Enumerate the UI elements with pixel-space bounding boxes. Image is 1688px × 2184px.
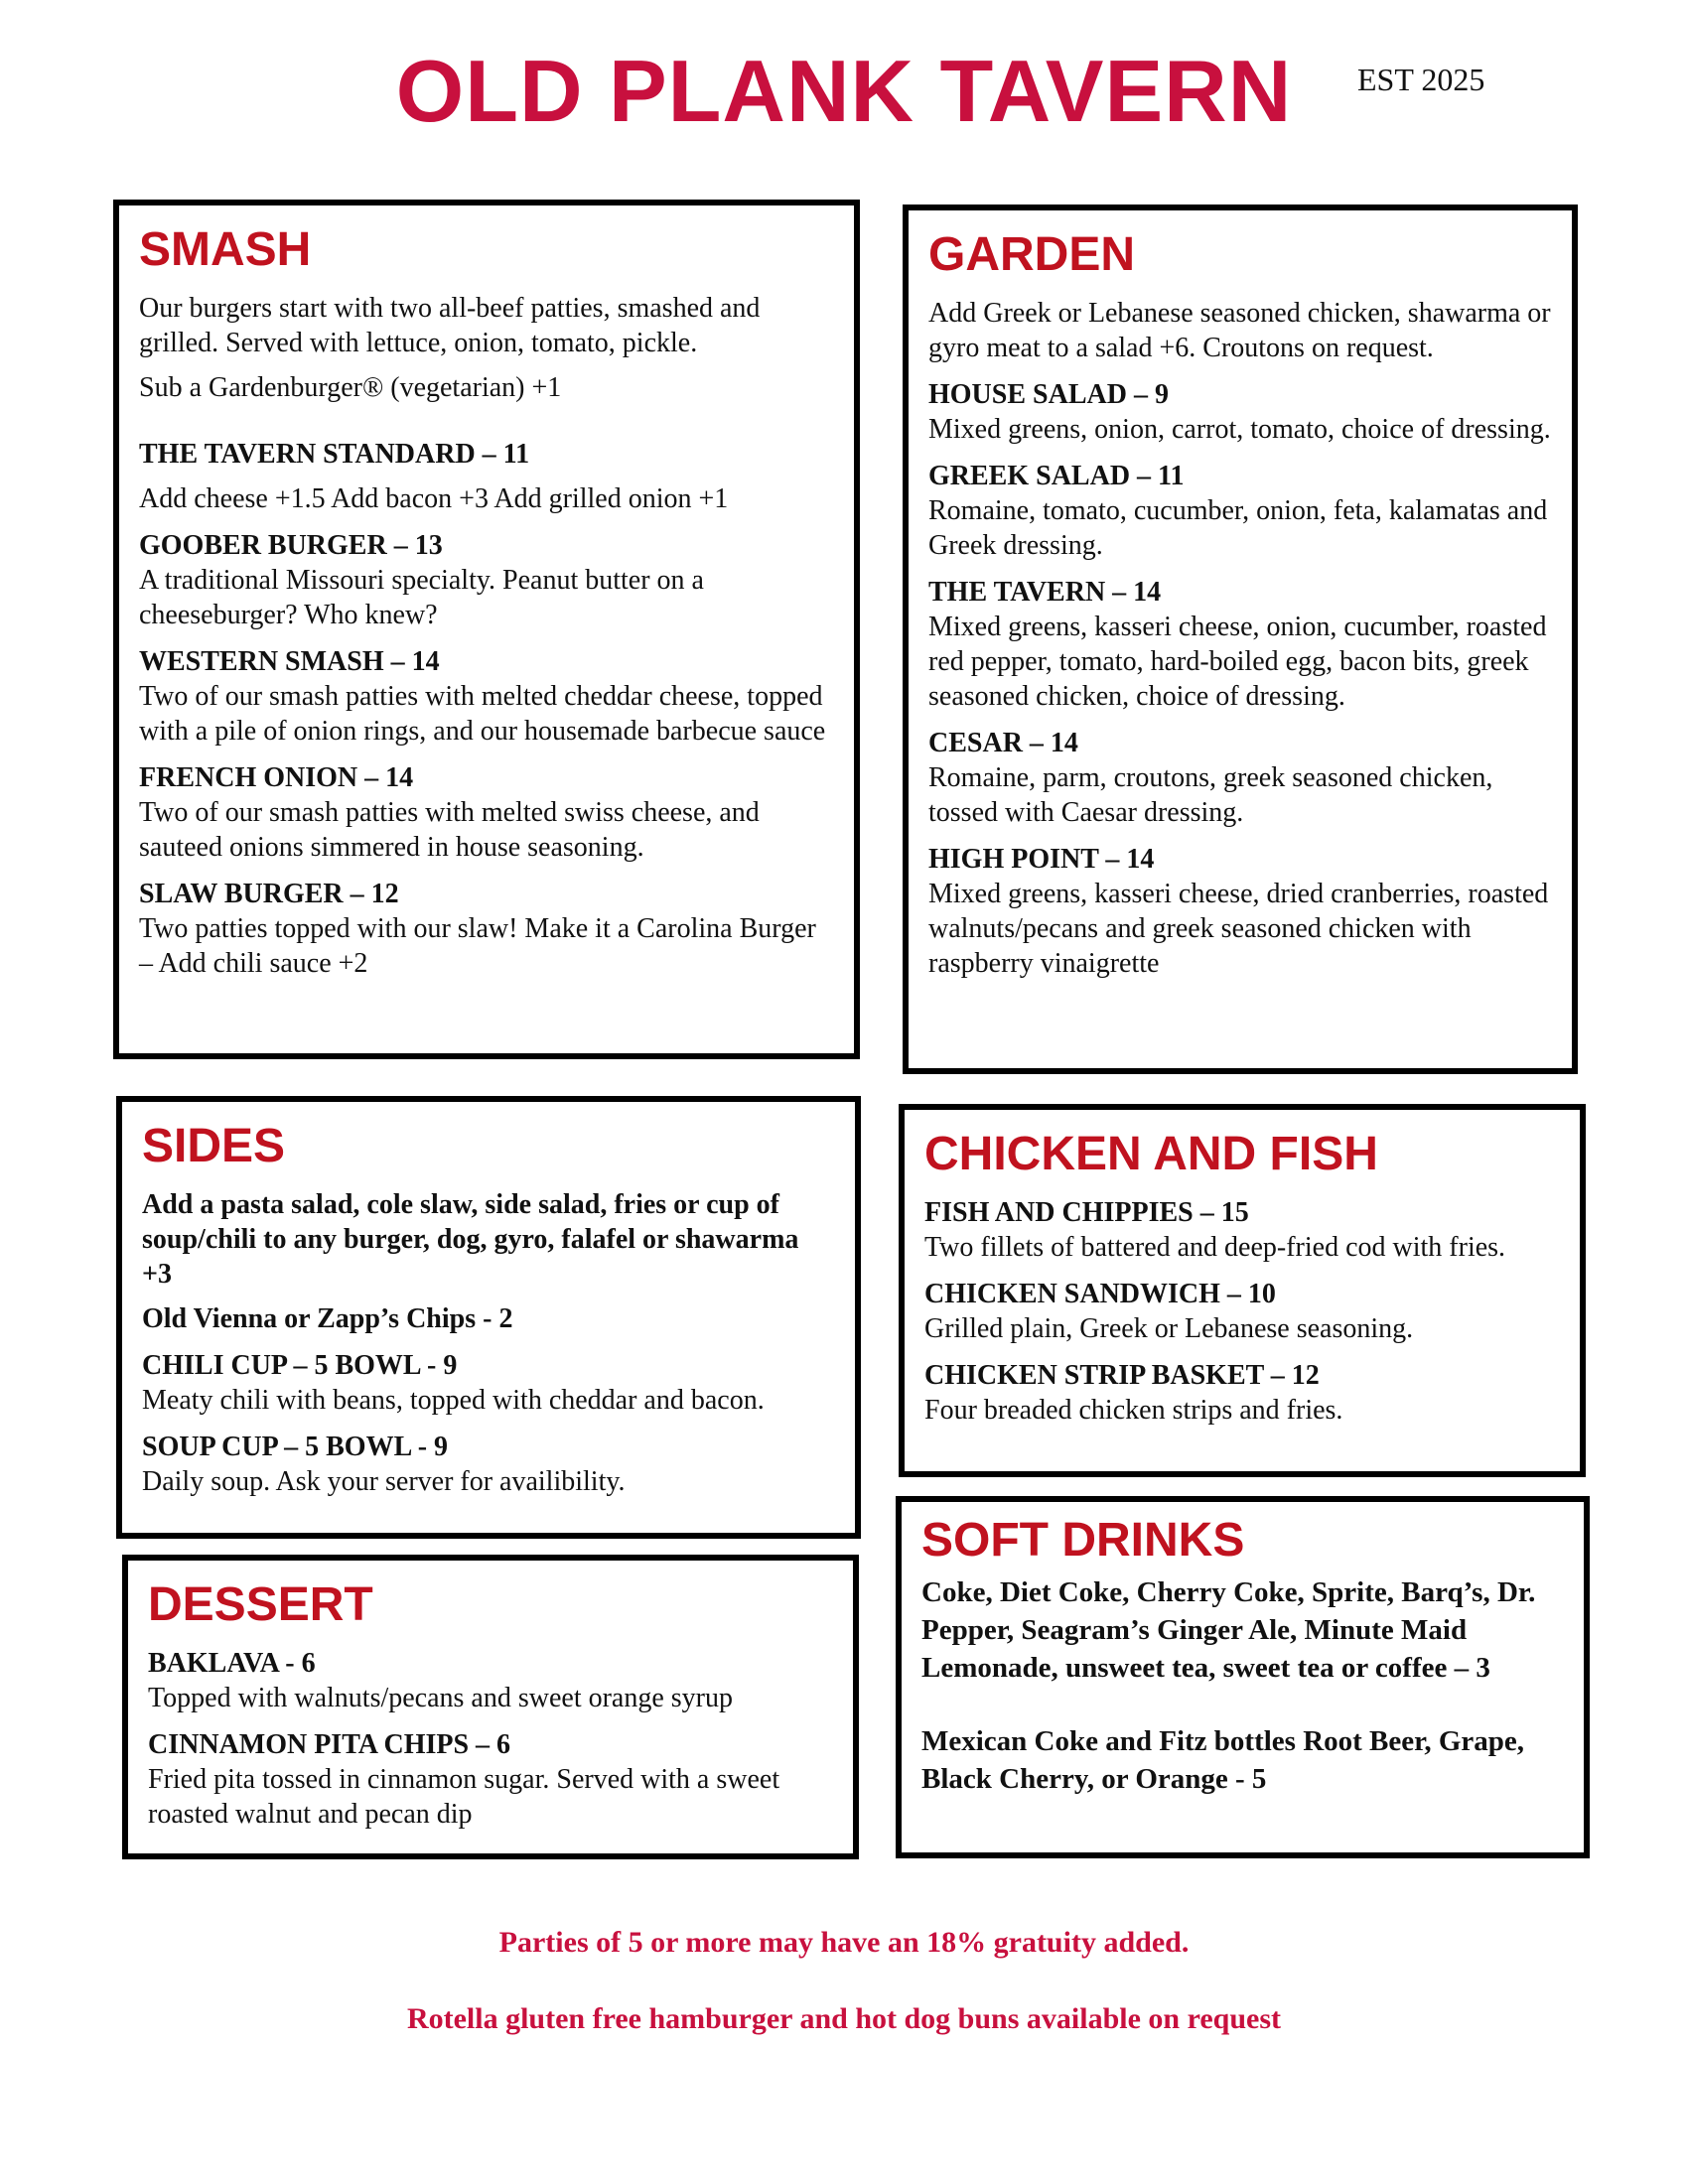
soft-drinks-list: Coke, Diet Coke, Cherry Coke, Sprite, Barq’s, Dr. Pepper, Seagram’s Ginger Ale, Minute Maid Lemonade, unsweet tea, sweet tea or coffee – 3 bbox=[921, 1576, 1536, 1685]
section-heading-smash: SMASH bbox=[139, 223, 312, 276]
gluten-free-note: Rotella gluten free hamburger and hot dog buns available on request bbox=[406, 2002, 1282, 2035]
sides-intro: Add a pasta salad, cole slaw, side salad, fries or cup of soup/chili to any burger, dog, gyro, falafel or shawarma +3 bbox=[142, 1189, 799, 1291]
section-heading-dessert: DESSERT bbox=[148, 1578, 373, 1631]
chicken-fish-section bbox=[899, 1104, 1586, 1477]
menu-item-name: CINNAMON PITA CHIPS – 6 bbox=[148, 1729, 511, 1761]
menu-item-name: CHILI CUP – 5 BOWL - 9 bbox=[142, 1350, 458, 1382]
garden-intro: Add Greek or Lebanese seasoned chicken, shawarma or gyro meat to a salad +6. Croutons on request. bbox=[928, 298, 1551, 364]
menu-item-desc: Two of our smash patties with melted swiss cheese, and sauteed onions simmered in house seasoning. bbox=[139, 797, 760, 864]
chips-item: Old Vienna or Zapp’s Chips - 2 bbox=[142, 1303, 513, 1335]
menu-item-desc: Grilled plain, Greek or Lebanese seasoning. bbox=[924, 1313, 1414, 1345]
menu-item-name: BAKLAVA - 6 bbox=[148, 1648, 316, 1680]
restaurant-title: OLD PLANK TAVERN bbox=[395, 42, 1293, 140]
gratuity-note: Parties of 5 or more may have an 18% gratuity added. bbox=[498, 1926, 1190, 1959]
menu-item-desc: Mixed greens, kasseri cheese, dried cranberries, roasted walnuts/pecans and greek seasoned chicken with raspberry vinaigrette bbox=[928, 879, 1549, 980]
menu-item-desc: Mixed greens, onion, carrot, tomato, choice of dressing. bbox=[928, 414, 1551, 446]
menu-item-name: CHICKEN STRIP BASKET – 12 bbox=[924, 1360, 1320, 1392]
established-label: EST 2025 bbox=[1357, 62, 1485, 97]
smash-sub-note: Sub a Gardenburger® (vegetarian) +1 bbox=[139, 372, 562, 404]
menu-item-desc: Two fillets of battered and deep-fried cod with fries. bbox=[924, 1232, 1506, 1264]
section-heading-chicken-fish: CHICKEN AND FISH bbox=[924, 1128, 1378, 1180]
section-heading-sides: SIDES bbox=[142, 1120, 286, 1172]
bottled-drinks-list: Mexican Coke and Fitz bottles Root Beer, Grape, Black Cherry, or Orange - 5 bbox=[921, 1725, 1525, 1796]
menu-item-name: GREEK SALAD – 11 bbox=[928, 461, 1185, 492]
menu-item-name: FRENCH ONION – 14 bbox=[139, 762, 414, 794]
menu-item-name: CHICKEN SANDWICH – 10 bbox=[924, 1279, 1276, 1310]
menu-item-name: SOUP CUP – 5 BOWL - 9 bbox=[142, 1432, 449, 1463]
menu-item-name: FISH AND CHIPPIES – 15 bbox=[924, 1197, 1249, 1229]
menu-item-desc: Romaine, tomato, cucumber, onion, feta, kalamatas and Greek dressing. bbox=[928, 495, 1548, 562]
menu-item-name: WESTERN SMASH – 14 bbox=[139, 646, 440, 678]
section-heading-garden: GARDEN bbox=[928, 228, 1136, 281]
menu-item-desc: Two of our smash patties with melted cheddar cheese, topped with a pile of onion rings, and our housemade barbecue sauce bbox=[139, 681, 826, 748]
menu-item-name: HIGH POINT – 14 bbox=[928, 844, 1155, 876]
menu-item-name: THE TAVERN STANDARD – 11 bbox=[139, 439, 530, 471]
garden-section bbox=[903, 205, 1578, 1074]
menu-item-desc: Daily soup. Ask your server for availibility. bbox=[142, 1466, 626, 1498]
menu-item-name: SLAW BURGER – 12 bbox=[139, 879, 399, 910]
menu-item-name: CESAR – 14 bbox=[928, 728, 1078, 759]
menu-item-desc: Mixed greens, kasseri cheese, onion, cucumber, roasted red pepper, tomato, hard-boiled egg, bacon bits, greek seasoned chicken, choice of dressing. bbox=[928, 612, 1547, 713]
menu-item-desc: Topped with walnuts/pecans and sweet orange syrup bbox=[148, 1683, 733, 1714]
menu-item-desc: Fried pita tossed in cinnamon sugar. Served with a sweet roasted walnut and pecan dip bbox=[148, 1764, 780, 1831]
dessert-section bbox=[122, 1555, 859, 1859]
smash-intro: Our burgers start with two all-beef patties, smashed and grilled. Served with lettuce, onion, tomato, pickle. bbox=[139, 293, 761, 359]
menu-item-name: THE TAVERN – 14 bbox=[928, 577, 1162, 609]
menu-item-desc: Romaine, parm, croutons, greek seasoned chicken, tossed with Caesar dressing. bbox=[928, 762, 1493, 829]
sides-section bbox=[116, 1096, 861, 1539]
menu-item-desc: Meaty chili with beans, topped with cheddar and bacon. bbox=[142, 1385, 765, 1417]
menu-item-desc: Four breaded chicken strips and fries. bbox=[924, 1395, 1343, 1427]
menu-item-desc: A traditional Missouri specialty. Peanut butter on a cheeseburger? Who knew? bbox=[139, 565, 704, 631]
menu-item-name: HOUSE SALAD – 9 bbox=[928, 379, 1169, 411]
menu-item-desc: Add cheese +1.5 Add bacon +3 Add grilled onion +1 bbox=[139, 483, 729, 515]
menu-item-desc: Two patties topped with our slaw! Make it a Carolina Burger – Add chili sauce +2 bbox=[139, 913, 816, 980]
section-heading-soft-drinks: SOFT DRINKS bbox=[921, 1514, 1245, 1567]
soft-drinks-section bbox=[896, 1496, 1590, 1858]
menu-item-name: GOOBER BURGER – 13 bbox=[139, 530, 443, 562]
smash-section bbox=[113, 200, 860, 1059]
